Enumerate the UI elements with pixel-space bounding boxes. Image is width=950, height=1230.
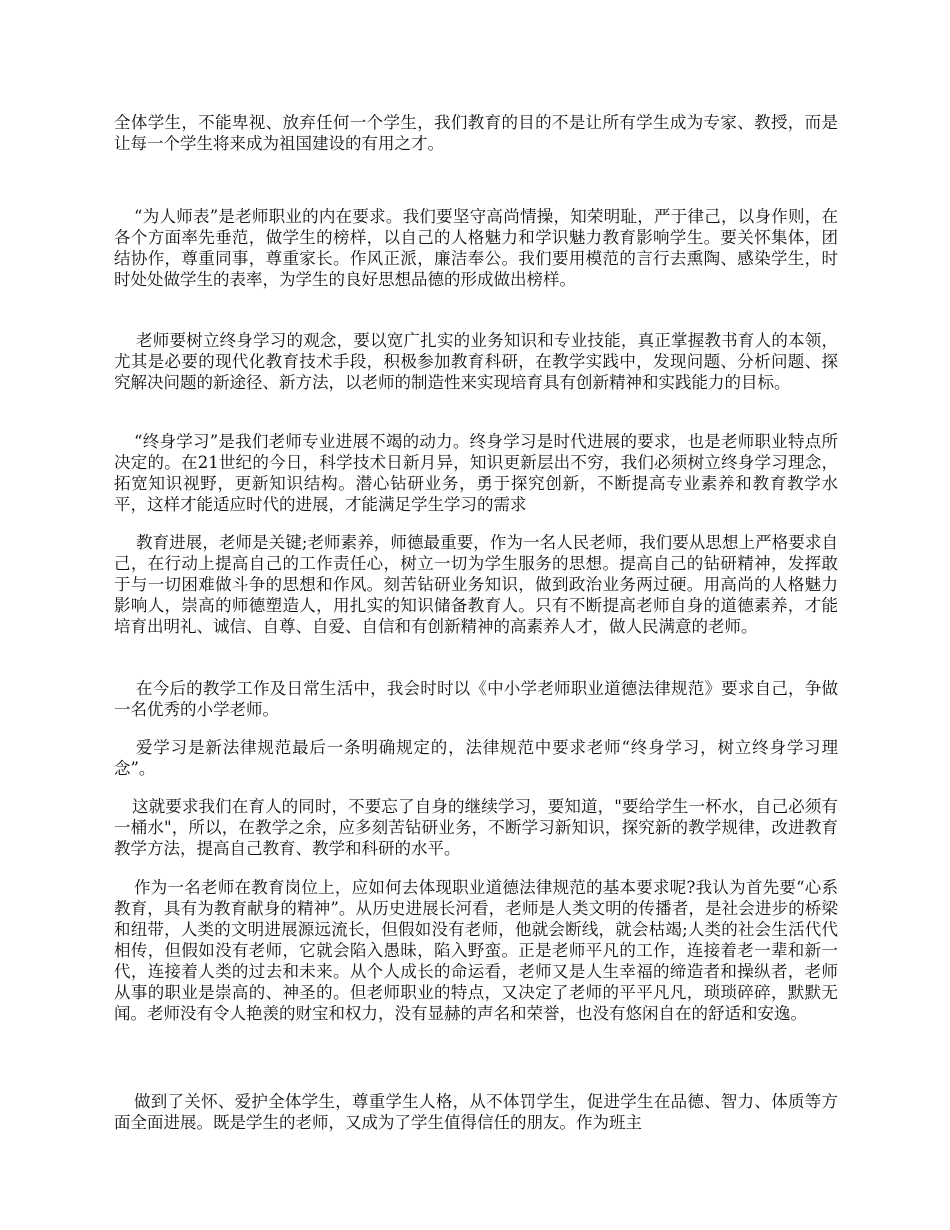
paragraph-5: 教育进展，老师是关键;老师素养，师德最重要，作为一名人民老师，我们要从思想上严格要求自己，在行动上提高自己的工作责任心，树立一切为学生服务的思想。提高自己的钻研精神，发挥敢于与一切困难做斗争的思想和作风。刻苦钻研业务知识，做到政治业务两过硬。用高尚的人格魅力影响人，崇高的师德塑造人，用扎实的知识储备教育人。只有不断提高老师自身的道德素养，才能培育出明礼、诚信、自尊、自爱、自信和有创新精神的高素养人才，做人民满意的老师。 <box>114 533 838 636</box>
paragraph-1: 全体学生，不能卑视、放弃任何一个学生，我们教育的目的不是让所有学生成为专家、教授，而是让每一个学生将来成为祖国建设的有用之才。 <box>114 113 838 153</box>
paragraph-2: “为人师表”是老师职业的内在要求。我们要坚守高尚情操，知荣明耻，严于律己，以身作则，在各个方面率先垂范，做学生的榜样，以自己的人格魅力和学识魅力教育影响学生。要关怀集体，团结协作，尊重同事，尊重家长。作风正派，廉洁奉公。我们要用模范的言行去熏陶、感染学生，时时处处做学生的表率，为学生的良好思想品德的形成做出榜样。 <box>114 207 838 289</box>
paragraph-3: 老师要树立终身学习的观念，要以宽广扎实的业务知识和专业技能，真正掌握教书育人的本领，尤其是必要的现代化教育技术手段，积极参加教育科研，在教学实践中，发现问题、分析问题、探究解决问题的新途径、新方法，以老师的制造性来实现培育具有创新精神和实践能力的目标。 <box>114 331 838 392</box>
paragraph-6: 在今后的教学工作及日常生活中，我会时时以《中小学老师职业道德法律规范》要求自己，争做一名优秀的小学老师。 <box>114 679 838 719</box>
paragraph-8: 这就要求我们在育人的同时，不要忘了自身的继续学习，要知道，"要给学生一杯水，自己必须有一桶水"，所以，在教学之余，应多刻苦钻研业务，不断学习新知识，探究新的教学规律，改进教育教学方法，提高自己教育、教学和科研的水平。 <box>114 797 838 858</box>
paragraph-4: “终身学习”是我们老师专业进展不竭的动力。终身学习是时代进展的要求，也是老师职业特点所决定的。在21世纪的今日，科学技术日新月异，知识更新层出不穷，我们必须树立终身学习理念，拓宽知识视野，更新知识结构。潜心钻研业务，勇于探究创新，不断提高专业素养和教育教学水平，这样才能适应时代的进展，才能满足学生学习的需求 <box>114 432 838 514</box>
paragraph-7: 爱学习是新法律规范最后一条明确规定的，法律规范中要求老师“终身学习，树立终身学习理念”。 <box>114 738 838 778</box>
paragraph-10: 做到了关怀、爱护全体学生，尊重学生人格，从不体罚学生，促进学生在品德、智力、体质等方面全面进展。既是学生的老师，又成为了学生值得信任的朋友。作为班主 <box>114 1092 838 1132</box>
paragraph-9: 作为一名老师在教育岗位上，应如何去体现职业道德法律规范的基本要求呢?我认为首先要“心系教育，具有为教育献身的精神”。从历史进展长河看，老师是人类文明的传播者，是社会进步的桥梁和纽带，人类的文明进展源远流长，但假如没有老师，他就会断线，就会枯竭;人类的社会生活代代相传，但假如没有老师，它就会陷入愚昧，陷入野蛮。正是老师平凡的工作，连接着老一辈和新一代，连接着人类的过去和未来。从个人成长的命运看，老师又是人生幸福的缔造者和操纵者，老师从事的职业是崇高的、神圣的。但老师职业的特点，又决定了老师的平平凡凡，琐琐碎碎，默默无闻。老师没有令人艳羡的财宝和权力，没有显赫的声名和荣誉，也没有悠闲自在的舒适和安逸。 <box>114 878 838 1023</box>
